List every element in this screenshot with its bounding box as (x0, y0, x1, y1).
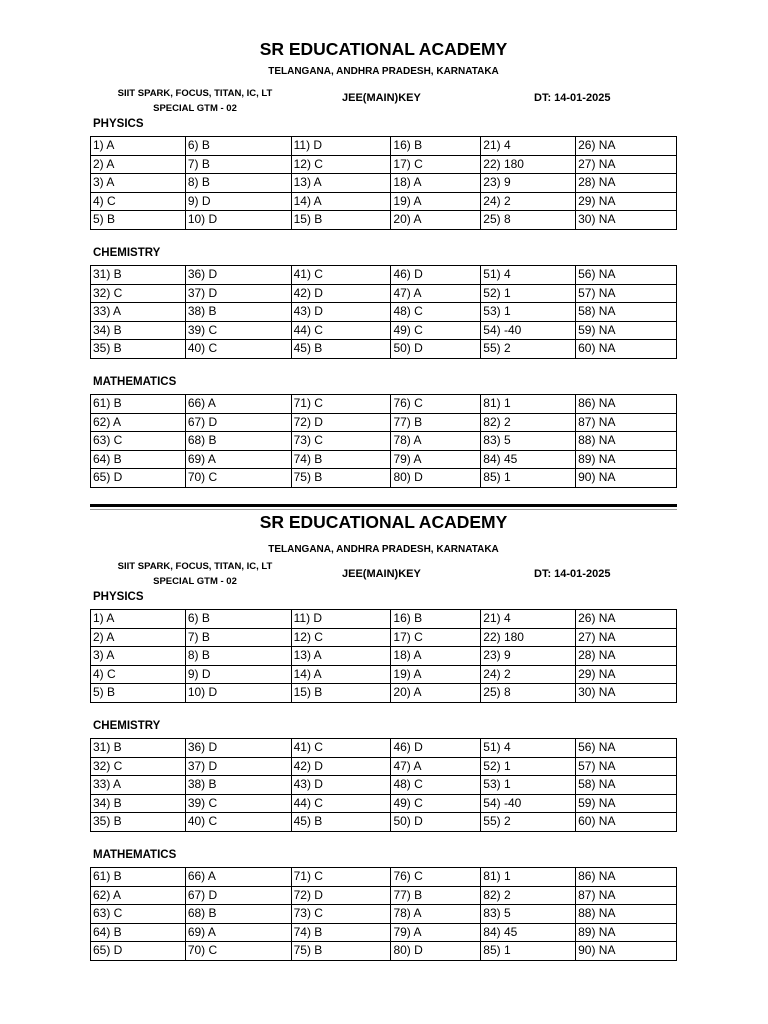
table-row (91, 413, 677, 432)
answer-cell: 83) 5 (481, 432, 576, 451)
answer-cell: 2) A (91, 155, 186, 174)
answer-cell: 20) A (391, 211, 481, 230)
answer-cell: 7) B (185, 628, 291, 647)
table-row (91, 321, 677, 340)
answer-cell: 42) D (291, 757, 391, 776)
answer-cell: 61) B (91, 395, 186, 414)
answer-cell: 55) 2 (481, 813, 576, 832)
answer-cell: 46) D (391, 266, 481, 285)
table-row (91, 776, 677, 795)
answer-cell: 50) D (391, 340, 481, 359)
answer-cell: 24) 2 (481, 665, 576, 684)
answer-cell: 58) NA (576, 776, 677, 795)
answer-cell: 69) A (185, 923, 291, 942)
table-row (91, 266, 677, 285)
answer-cell: 6) B (185, 610, 291, 629)
answer-cell: 13) A (291, 647, 391, 666)
answer-cell: 56) NA (576, 739, 677, 758)
institute-title: SR EDUCATIONAL ACADEMY (259, 39, 508, 59)
answer-cell: 53) 1 (481, 776, 576, 795)
subject-heading-chemistry: CHEMISTRY (93, 720, 161, 732)
answer-cell: 57) NA (576, 284, 677, 303)
answer-cell: 55) 2 (481, 340, 576, 359)
answer-cell: 40) C (185, 813, 291, 832)
answer-cell: 51) 4 (481, 739, 576, 758)
table-row (91, 450, 677, 469)
answer-table-mathematics (90, 867, 677, 961)
answer-cell: 35) B (91, 340, 186, 359)
batch-line-1: SIIT SPARK, FOCUS, TITAN, IC, LT (117, 88, 273, 99)
subject-heading-chemistry: CHEMISTRY (93, 247, 161, 259)
answer-cell: 57) NA (576, 757, 677, 776)
answer-cell: 63) C (91, 432, 186, 451)
answer-cell: 15) B (291, 211, 391, 230)
exam-key-label: JEE(MAIN)KEY (342, 92, 421, 104)
table-row (91, 628, 677, 647)
answer-cell: 64) B (91, 923, 186, 942)
table-row (91, 757, 677, 776)
table-row (91, 137, 677, 156)
answer-cell: 67) D (185, 413, 291, 432)
answer-cell: 87) NA (576, 413, 677, 432)
answer-cell: 12) C (291, 155, 391, 174)
answer-cell: 53) 1 (481, 303, 576, 322)
answer-cell: 29) NA (576, 665, 677, 684)
answer-cell: 88) NA (576, 905, 677, 924)
answer-cell: 34) B (91, 794, 186, 813)
answer-cell: 52) 1 (481, 757, 576, 776)
answer-cell: 21) 4 (481, 610, 576, 629)
answer-cell: 22) 180 (481, 628, 576, 647)
batch-line-2: SPECIAL GTM - 02 (153, 576, 237, 587)
answer-cell: 66) A (185, 395, 291, 414)
answer-cell: 44) C (291, 321, 391, 340)
answer-cell: 8) B (185, 174, 291, 193)
answer-cell: 68) B (185, 432, 291, 451)
answer-cell: 47) A (391, 284, 481, 303)
answer-cell: 35) B (91, 813, 186, 832)
answer-cell: 14) A (291, 665, 391, 684)
exam-key-label: JEE(MAIN)KEY (342, 568, 421, 580)
table-row (91, 868, 677, 887)
answer-cell: 31) B (91, 266, 186, 285)
answer-cell: 72) D (291, 413, 391, 432)
table-row (91, 284, 677, 303)
answer-cell: 31) B (91, 739, 186, 758)
subject-heading-mathematics: MATHEMATICS (93, 376, 177, 388)
answer-table-chemistry (90, 738, 677, 832)
answer-cell: 2) A (91, 628, 186, 647)
answer-cell: 72) D (291, 886, 391, 905)
answer-cell: 39) C (185, 321, 291, 340)
subject-heading-physics: PHYSICS (93, 118, 144, 130)
answer-cell: 59) NA (576, 794, 677, 813)
answer-cell: 90) NA (576, 469, 677, 488)
answer-cell: 28) NA (576, 174, 677, 193)
answer-cell: 77) B (391, 886, 481, 905)
answer-cell: 78) A (391, 905, 481, 924)
table-row (91, 794, 677, 813)
answer-cell: 11) D (291, 137, 391, 156)
answer-cell: 75) B (291, 942, 391, 961)
answer-cell: 88) NA (576, 432, 677, 451)
table-row (91, 395, 677, 414)
answer-cell: 82) 2 (481, 413, 576, 432)
answer-cell: 49) C (391, 794, 481, 813)
answer-cell: 27) NA (576, 628, 677, 647)
answer-table-physics (90, 609, 677, 703)
table-row (91, 739, 677, 758)
answer-cell: 67) D (185, 886, 291, 905)
subject-heading-mathematics: MATHEMATICS (93, 849, 177, 861)
answer-cell: 54) -40 (481, 321, 576, 340)
answer-cell: 23) 9 (481, 647, 576, 666)
answer-cell: 43) D (291, 776, 391, 795)
answer-cell: 1) A (91, 137, 186, 156)
answer-cell: 32) C (91, 757, 186, 776)
table-row (91, 813, 677, 832)
answer-cell: 46) D (391, 739, 481, 758)
states-line: TELANGANA, ANDHRA PRADESH, KARNATAKA (268, 544, 499, 555)
table-row (91, 886, 677, 905)
answer-table-chemistry (90, 265, 677, 359)
answer-cell: 21) 4 (481, 137, 576, 156)
answer-cell: 17) C (391, 628, 481, 647)
answer-cell: 18) A (391, 647, 481, 666)
table-row (91, 303, 677, 322)
answer-cell: 40) C (185, 340, 291, 359)
date-label: DT: 14-01-2025 (534, 568, 611, 580)
answer-cell: 26) NA (576, 610, 677, 629)
answer-cell: 10) D (185, 211, 291, 230)
answer-cell: 1) A (91, 610, 186, 629)
answer-cell: 42) D (291, 284, 391, 303)
answer-cell: 90) NA (576, 942, 677, 961)
answer-cell: 64) B (91, 450, 186, 469)
answer-cell: 41) C (291, 266, 391, 285)
table-row (91, 923, 677, 942)
answer-cell: 81) 1 (481, 868, 576, 887)
answer-cell: 85) 1 (481, 469, 576, 488)
answer-cell: 56) NA (576, 266, 677, 285)
answer-cell: 38) B (185, 303, 291, 322)
answer-cell: 80) D (391, 942, 481, 961)
answer-cell: 84) 45 (481, 923, 576, 942)
answer-cell: 85) 1 (481, 942, 576, 961)
answer-cell: 58) NA (576, 303, 677, 322)
separator-line-shadow (90, 509, 677, 510)
answer-cell: 22) 180 (481, 155, 576, 174)
answer-cell: 41) C (291, 739, 391, 758)
answer-cell: 77) B (391, 413, 481, 432)
answer-cell: 25) 8 (481, 684, 576, 703)
answer-cell: 43) D (291, 303, 391, 322)
table-row (91, 174, 677, 193)
answer-cell: 48) C (391, 303, 481, 322)
answer-cell: 25) 8 (481, 211, 576, 230)
table-row (91, 610, 677, 629)
answer-cell: 68) B (185, 905, 291, 924)
answer-cell: 89) NA (576, 450, 677, 469)
table-row (91, 905, 677, 924)
answer-cell: 84) 45 (481, 450, 576, 469)
answer-cell: 32) C (91, 284, 186, 303)
answer-cell: 23) 9 (481, 174, 576, 193)
answer-cell: 62) A (91, 413, 186, 432)
batch-line-2: SPECIAL GTM - 02 (153, 103, 237, 114)
answer-cell: 20) A (391, 684, 481, 703)
answer-cell: 62) A (91, 886, 186, 905)
answer-cell: 63) C (91, 905, 186, 924)
table-row (91, 192, 677, 211)
answer-table-physics (90, 136, 677, 230)
answer-cell: 50) D (391, 813, 481, 832)
answer-cell: 27) NA (576, 155, 677, 174)
answer-cell: 16) B (391, 137, 481, 156)
table-row (91, 155, 677, 174)
states-line: TELANGANA, ANDHRA PRADESH, KARNATAKA (268, 66, 499, 77)
answer-cell: 4) C (91, 192, 186, 211)
answer-cell: 65) D (91, 942, 186, 961)
answer-cell: 73) C (291, 432, 391, 451)
answer-cell: 74) B (291, 450, 391, 469)
answer-cell: 70) C (185, 469, 291, 488)
answer-cell: 15) B (291, 684, 391, 703)
answer-cell: 26) NA (576, 137, 677, 156)
separator-line (90, 504, 677, 507)
table-row (91, 469, 677, 488)
table-row (91, 211, 677, 230)
table-row (91, 942, 677, 961)
answer-cell: 16) B (391, 610, 481, 629)
answer-cell: 18) A (391, 174, 481, 193)
answer-cell: 6) B (185, 137, 291, 156)
date-label: DT: 14-01-2025 (534, 92, 611, 104)
answer-cell: 14) A (291, 192, 391, 211)
answer-cell: 79) A (391, 450, 481, 469)
answer-cell: 5) B (91, 211, 186, 230)
answer-cell: 44) C (291, 794, 391, 813)
answer-cell: 3) A (91, 647, 186, 666)
answer-cell: 19) A (391, 192, 481, 211)
answer-cell: 4) C (91, 665, 186, 684)
answer-cell: 86) NA (576, 395, 677, 414)
table-row (91, 647, 677, 666)
answer-cell: 48) C (391, 776, 481, 795)
table-row (91, 340, 677, 359)
answer-cell: 81) 1 (481, 395, 576, 414)
answer-cell: 59) NA (576, 321, 677, 340)
answer-cell: 12) C (291, 628, 391, 647)
batch-line-1: SIIT SPARK, FOCUS, TITAN, IC, LT (117, 561, 273, 572)
answer-cell: 11) D (291, 610, 391, 629)
answer-cell: 70) C (185, 942, 291, 961)
answer-cell: 76) C (391, 395, 481, 414)
answer-cell: 45) B (291, 340, 391, 359)
answer-cell: 78) A (391, 432, 481, 451)
answer-cell: 89) NA (576, 923, 677, 942)
answer-cell: 29) NA (576, 192, 677, 211)
answer-cell: 49) C (391, 321, 481, 340)
answer-cell: 61) B (91, 868, 186, 887)
answer-cell: 47) A (391, 757, 481, 776)
answer-cell: 71) C (291, 868, 391, 887)
answer-cell: 38) B (185, 776, 291, 795)
answer-cell: 79) A (391, 923, 481, 942)
answer-cell: 65) D (91, 469, 186, 488)
answer-cell: 30) NA (576, 211, 677, 230)
answer-cell: 3) A (91, 174, 186, 193)
answer-cell: 60) NA (576, 813, 677, 832)
answer-cell: 30) NA (576, 684, 677, 703)
answer-cell: 86) NA (576, 868, 677, 887)
answer-cell: 10) D (185, 684, 291, 703)
answer-cell: 60) NA (576, 340, 677, 359)
institute-title: SR EDUCATIONAL ACADEMY (259, 512, 508, 532)
answer-cell: 33) A (91, 303, 186, 322)
table-row (91, 665, 677, 684)
answer-cell: 17) C (391, 155, 481, 174)
answer-cell: 28) NA (576, 647, 677, 666)
answer-cell: 5) B (91, 684, 186, 703)
answer-cell: 69) A (185, 450, 291, 469)
subject-heading-physics: PHYSICS (93, 591, 144, 603)
answer-cell: 9) D (185, 665, 291, 684)
answer-cell: 52) 1 (481, 284, 576, 303)
answer-cell: 73) C (291, 905, 391, 924)
answer-cell: 37) D (185, 284, 291, 303)
answer-cell: 82) 2 (481, 886, 576, 905)
answer-cell: 36) D (185, 266, 291, 285)
answer-cell: 13) A (291, 174, 391, 193)
answer-cell: 71) C (291, 395, 391, 414)
answer-cell: 34) B (91, 321, 186, 340)
answer-cell: 7) B (185, 155, 291, 174)
answer-cell: 75) B (291, 469, 391, 488)
answer-cell: 33) A (91, 776, 186, 795)
answer-cell: 83) 5 (481, 905, 576, 924)
answer-cell: 51) 4 (481, 266, 576, 285)
answer-cell: 8) B (185, 647, 291, 666)
answer-cell: 39) C (185, 794, 291, 813)
answer-cell: 80) D (391, 469, 481, 488)
answer-cell: 54) -40 (481, 794, 576, 813)
answer-cell: 74) B (291, 923, 391, 942)
answer-cell: 9) D (185, 192, 291, 211)
answer-cell: 19) A (391, 665, 481, 684)
answer-cell: 37) D (185, 757, 291, 776)
answer-table-mathematics (90, 394, 677, 488)
answer-cell: 76) C (391, 868, 481, 887)
answer-cell: 87) NA (576, 886, 677, 905)
answer-cell: 66) A (185, 868, 291, 887)
answer-cell: 24) 2 (481, 192, 576, 211)
answer-cell: 45) B (291, 813, 391, 832)
table-row (91, 432, 677, 451)
table-row (91, 684, 677, 703)
answer-cell: 36) D (185, 739, 291, 758)
